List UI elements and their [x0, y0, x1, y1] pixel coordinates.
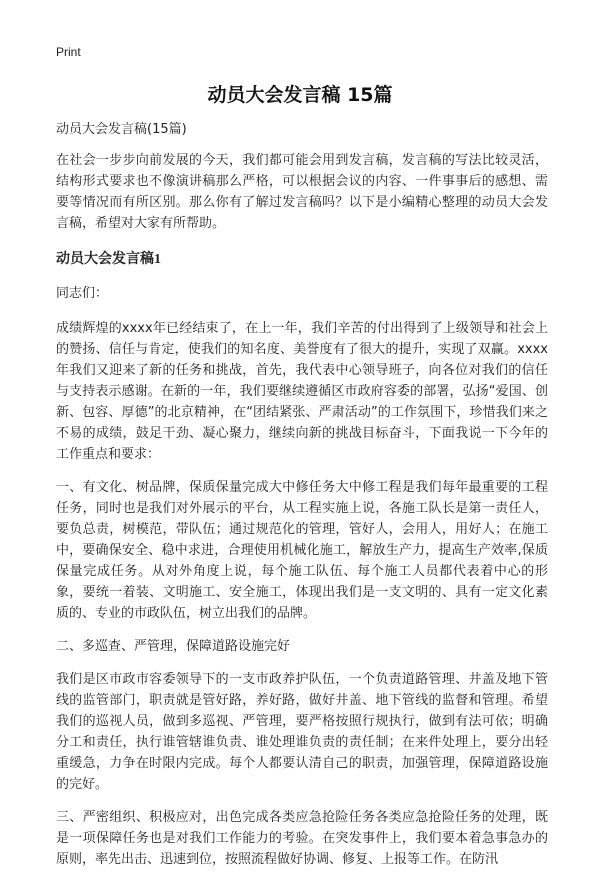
- section-heading: 动员大会发言稿1: [56, 252, 161, 267]
- document-subtitle: 动员大会发言稿(15篇): [56, 122, 187, 137]
- document-body: [56, 120, 548, 882]
- document-title: 动员大会发言稿 15篇: [207, 84, 393, 106]
- body-paragraph-2: 一、有文化、树品牌，保质保量完成大中修任务大中修工程是我们每年最重要的工程任务，同时也是我们对外展示的平台，从工程实施上说，各施工队长是第一责任人，要负总责，树模范，带队伍；通过规范化的管理，管好人，会用人，用好人；在施工中，要确保安全、稳中求进，合理使用机械化施工，解放生产力，提高生产效率,保质保量完成任务。从对外角度上说，每个施工队伍、每个施工人员都代表着中心的形象，要统一着装、文明施工、安全施工，体现出我们是一支文明的、具有一定文化素质的、专业的市政队伍，树立出我们的品牌。: [56, 480, 548, 621]
- body-paragraph-3: 二、多巡查、严管理，保障道路设施完好: [56, 639, 291, 654]
- body-paragraph-1: 成绩辉煌的xxxx年已经结束了，在上一年，我们辛苦的付出得到了上级领导和社会上的赞扬、信任与肯定，使我们的知名度、美誉度有了很大的提升，实现了双赢。xxxx年我们又迎来了新的任务和挑战，首先，我代表中心领导班子，向各位对我们的信任与支持表示感谢。在新的一年，我们要继续遵循区市政府容委的部署，弘扬“爱国、创新、包容、厚德”的北京精神，在“团结紧张、严肃活动”的工作氛围下，珍惜我们来之不易的成绩，鼓足干劲、凝心聚力，继续向新的挑战目标奋斗，下面我说一下今年的工作重点和要求：: [56, 321, 548, 462]
- body-paragraph-4: 我们是区市政市容委领导下的一支市政养护队伍，一个负责道路管理、井盖及地下管线的监管部门，职责就是管好路，养好路，做好井盖、地下管线的监督和管理。希望我们的巡视人员，做到多巡视、严管理，要严格按照行规执行，做到有法可依；明确分工和责任，执行谁管辖谁负责、谁处理谁负责的责任制；在来件处理上，要分出轻重缓急，力争在时限内完成。每个人都要认清自己的职责，加强管理，保障道路设施的完好。: [56, 672, 548, 792]
- salutation: 同志们：: [56, 286, 109, 301]
- intro-paragraph: 在社会一步步向前发展的今天，我们都可能会用到发言稿，发言稿的写法比较灵活，结构形式要求也不像演讲稿那么严格，可以根据会议的内容、一件事事后的感想、需要等情况而有所区别。那么你有了解过发言稿吗？以下是小编精心整理的动员大会发言稿，希望对大家有所帮助。: [56, 153, 548, 231]
- print-link[interactable]: Print: [56, 45, 81, 59]
- body-paragraph-5: 三、严密组织、积极应对，出色完成各类应急抢险任务各类应急抢险任务的处理，既是一项保障任务也是对我们工作能力的考验。在突发事件上，我们要本着急事急办的原则，率先出击、迅速到位，按照流程做好协调、修复、上报等工作。在防汛: [56, 810, 548, 867]
